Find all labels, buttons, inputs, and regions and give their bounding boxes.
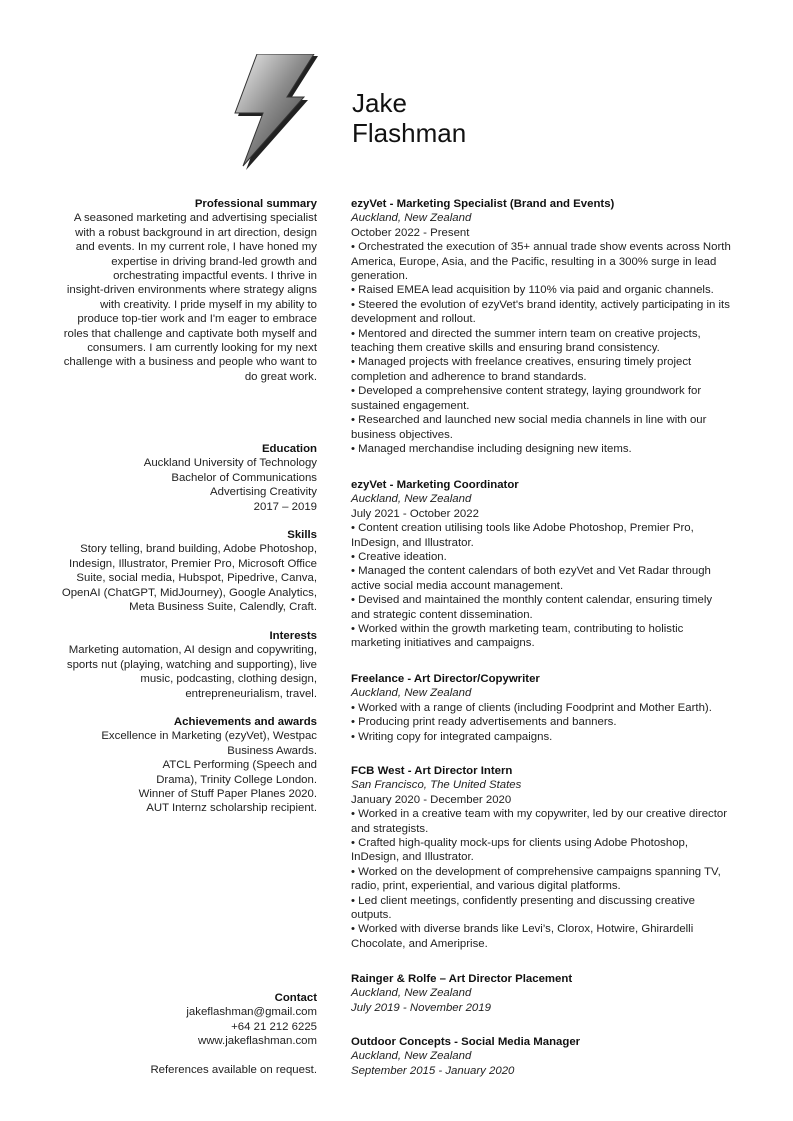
summary-line: orchestrating impactful events. I thrive in bbox=[113, 270, 317, 283]
name-last: Flashman bbox=[352, 118, 467, 148]
job-bullet: • Worked within the growth marketing team, contributing to holistic bbox=[351, 623, 684, 636]
job-bullet: outputs. bbox=[351, 909, 392, 922]
job-bullet: • Managed the content calendars of both ezyVet and Vet Radar through bbox=[351, 565, 711, 578]
job-dates: July 2019 - November 2019 bbox=[351, 1001, 491, 1014]
job-title: ezyVet - Marketing Specialist (Brand and Events) bbox=[351, 198, 615, 210]
job-dates: October 2022 - Present bbox=[351, 226, 470, 239]
section-heading: Skills bbox=[287, 529, 317, 541]
education-degree: Bachelor of Communications bbox=[171, 471, 317, 484]
job-bullet: InDesign, and Illustrator. bbox=[351, 851, 474, 864]
interests-line: entrepreneurialism, travel. bbox=[185, 687, 317, 700]
skills-line: Meta Business Suite, Calendly, Craft. bbox=[129, 601, 317, 614]
summary-line: do great work. bbox=[244, 370, 317, 383]
interests bbox=[40, 629, 317, 701]
lightning-bolt-icon bbox=[232, 54, 320, 172]
job-bullet: and strategists. bbox=[351, 822, 429, 835]
job-entry bbox=[351, 478, 761, 651]
professional-summary bbox=[40, 197, 317, 384]
achievements bbox=[40, 715, 317, 816]
job-title: Rainger & Rolfe – Art Director Placement bbox=[351, 973, 573, 985]
contact-phone: +64 21 212 6225 bbox=[231, 1020, 317, 1033]
job-bullet: and strategic content dissemination. bbox=[351, 608, 533, 621]
skills bbox=[40, 528, 317, 614]
job-bullet: • Writing copy for integrated campaigns. bbox=[351, 730, 553, 743]
skills-line: Story telling, brand building, Adobe Photoshop, bbox=[80, 543, 317, 556]
section-heading: Interests bbox=[269, 630, 317, 642]
job-bullet: America, Europe, Asia, and the Pacific, resulting in a 300% surge in lead bbox=[351, 255, 717, 268]
job-bullet: • Producing print ready advertisements and banners. bbox=[351, 716, 617, 729]
job-title: ezyVet - Marketing Coordinator bbox=[351, 479, 519, 491]
summary-line: with creativity. I pride myself in my ability to bbox=[100, 298, 317, 311]
summary-line: expertise in driving brand-led growth and bbox=[111, 255, 317, 268]
contact-website[interactable]: www.jakeflashman.com bbox=[197, 1035, 317, 1048]
job-bullet: • Managed merchandise including designing new items. bbox=[351, 442, 632, 455]
job-entry bbox=[351, 197, 761, 456]
summary-line: produce top-tier work and I'm eager to embrace bbox=[77, 313, 317, 326]
summary-line: consumers. I am currently looking for my next bbox=[87, 342, 317, 355]
job-dates: July 2021 - October 2022 bbox=[351, 507, 479, 520]
achievement-line: Winner of Stuff Paper Planes 2020. bbox=[138, 788, 317, 801]
job-bullet: • Creative ideation. bbox=[351, 551, 447, 564]
job-bullet: • Managed projects with freelance creatives, ensuring timely project bbox=[351, 356, 692, 369]
achievement-line: Business Awards. bbox=[227, 744, 317, 757]
job-bullet: • Worked with a range of clients (including Foodprint and Mother Earth). bbox=[351, 701, 712, 714]
job-bullet: sustained engagement. bbox=[351, 399, 470, 412]
education bbox=[40, 442, 317, 514]
job-title: Freelance - Art Director/Copywriter bbox=[351, 673, 540, 685]
job-bullet: • Raised EMEA lead acquisition by 110% via paid and organic channels. bbox=[351, 284, 714, 297]
skills-line: OpenAI (ChatGPT, MidJourney), Google Analytics, bbox=[61, 586, 317, 599]
name-first: Jake bbox=[352, 88, 407, 118]
section-heading: Professional summary bbox=[194, 198, 317, 210]
interests-line: music, podcasting, clothing design, bbox=[140, 673, 317, 686]
skills-line: Suite, social media, Hubspot, Pipedrive, Canva, bbox=[76, 572, 317, 585]
job-bullet: teaching them creative skills and ensuring brand consistency. bbox=[351, 342, 660, 355]
job-bullet: business objectives. bbox=[351, 428, 453, 441]
job-bullet: • Devised and maintained the monthly content calendar, ensuring timely bbox=[351, 594, 713, 607]
job-entry bbox=[351, 672, 761, 744]
job-bullet: Chocolate, and Ameriprise. bbox=[351, 937, 488, 950]
job-location: San Francisco, The United States bbox=[351, 779, 522, 792]
job-location: Auckland, New Zealand bbox=[351, 493, 472, 506]
interests-line: sports nut (playing, watching and supporting), live bbox=[66, 658, 317, 671]
summary-line: roles that challenge and captivate both myself and bbox=[63, 327, 317, 340]
contact bbox=[40, 991, 317, 1049]
job-bullet: active social media account management. bbox=[351, 579, 564, 592]
job-location: Auckland, New Zealand bbox=[351, 687, 472, 700]
job-entry bbox=[351, 1035, 761, 1078]
job-bullet: • Orchestrated the execution of 35+ annual trade show events across North bbox=[351, 241, 731, 254]
job-bullet: • Worked in a creative team with my copywriter, led by our creative director bbox=[351, 808, 728, 821]
education-years: 2017 – 2019 bbox=[253, 500, 317, 513]
job-dates: September 2015 - January 2020 bbox=[351, 1064, 515, 1077]
job-dates: January 2020 - December 2020 bbox=[351, 793, 512, 806]
job-bullet: • Mentored and directed the summer intern team on creative projects, bbox=[351, 327, 701, 340]
job-bullet: • Worked with diverse brands like Levi’s, Clorox, Hotwire, Ghirardelli bbox=[351, 923, 694, 936]
summary-text bbox=[40, 211, 317, 384]
summary-line: and events. In my current role, I have honed my bbox=[75, 241, 317, 254]
job-bullet: • Led client meetings, confidently presenting and discussing creative bbox=[351, 894, 696, 907]
section-heading: Contact bbox=[274, 992, 317, 1004]
section-heading: Education bbox=[261, 443, 317, 455]
references-note: References available on request. bbox=[150, 1064, 317, 1076]
job-title: Outdoor Concepts - Social Media Manager bbox=[351, 1036, 581, 1048]
summary-line: A seasoned marketing and advertising specialist bbox=[73, 212, 317, 225]
job-bullet: • Worked on the development of comprehensive campaigns spanning TV, bbox=[351, 865, 721, 878]
job-bullet: radio, print, experiential, and various digital platforms. bbox=[351, 880, 621, 893]
job-bullet: • Content creation utilising tools like Adobe Photoshop, Premier Pro, bbox=[351, 522, 694, 535]
job-location: Auckland, New Zealand bbox=[351, 1050, 472, 1063]
education-major: Advertising Creativity bbox=[210, 486, 317, 499]
section-heading: Achievements and awards bbox=[173, 716, 317, 728]
job-bullet: marketing initiatives and campaigns. bbox=[351, 637, 535, 650]
achievement-line: AUT Internz scholarship recipient. bbox=[146, 802, 317, 815]
job-entry bbox=[351, 764, 761, 951]
job-location: Auckland, New Zealand bbox=[351, 987, 472, 1000]
achievement-line: Drama), Trinity College London. bbox=[156, 773, 317, 786]
education-school: Auckland University of Technology bbox=[143, 457, 317, 470]
job-bullet: • Crafted high-quality mock-ups for clients using Adobe Photoshop, bbox=[351, 837, 689, 850]
job-bullet: • Researched and launched new social media channels in line with our bbox=[351, 414, 707, 427]
interests-line: Marketing automation, AI design and copywriting, bbox=[68, 644, 317, 657]
achievement-line: ATCL Performing (Speech and bbox=[162, 759, 317, 772]
job-bullet: • Developed a comprehensive content strategy, laying groundwork for bbox=[351, 385, 702, 398]
job-entry bbox=[351, 972, 761, 1015]
summary-line: with a robust background in art direction, design bbox=[75, 226, 317, 239]
job-bullet: development and rollout. bbox=[351, 313, 476, 326]
job-bullet: completion and adherence to brand standards. bbox=[351, 370, 587, 383]
achievement-line: Excellence in Marketing (ezyVet), Westpac bbox=[101, 730, 317, 743]
contact-email[interactable]: jakeflashman@gmail.com bbox=[186, 1006, 317, 1019]
job-location: Auckland, New Zealand bbox=[351, 212, 472, 225]
job-bullet: InDesign, and Illustrator. bbox=[351, 536, 474, 549]
job-bullet: • Steered the evolution of ezyVet's brand identity, actively participating in its bbox=[351, 298, 730, 311]
job-bullet: generation. bbox=[351, 270, 408, 283]
job-title: FCB West - Art Director Intern bbox=[351, 765, 513, 777]
summary-line: insight-driven environments where strategy aligns bbox=[66, 284, 317, 297]
summary-line: challenge with a business and people who want to bbox=[63, 356, 317, 369]
skills-line: Indesign, Illustrator, Premier Pro, Microsoft Office bbox=[69, 557, 317, 570]
